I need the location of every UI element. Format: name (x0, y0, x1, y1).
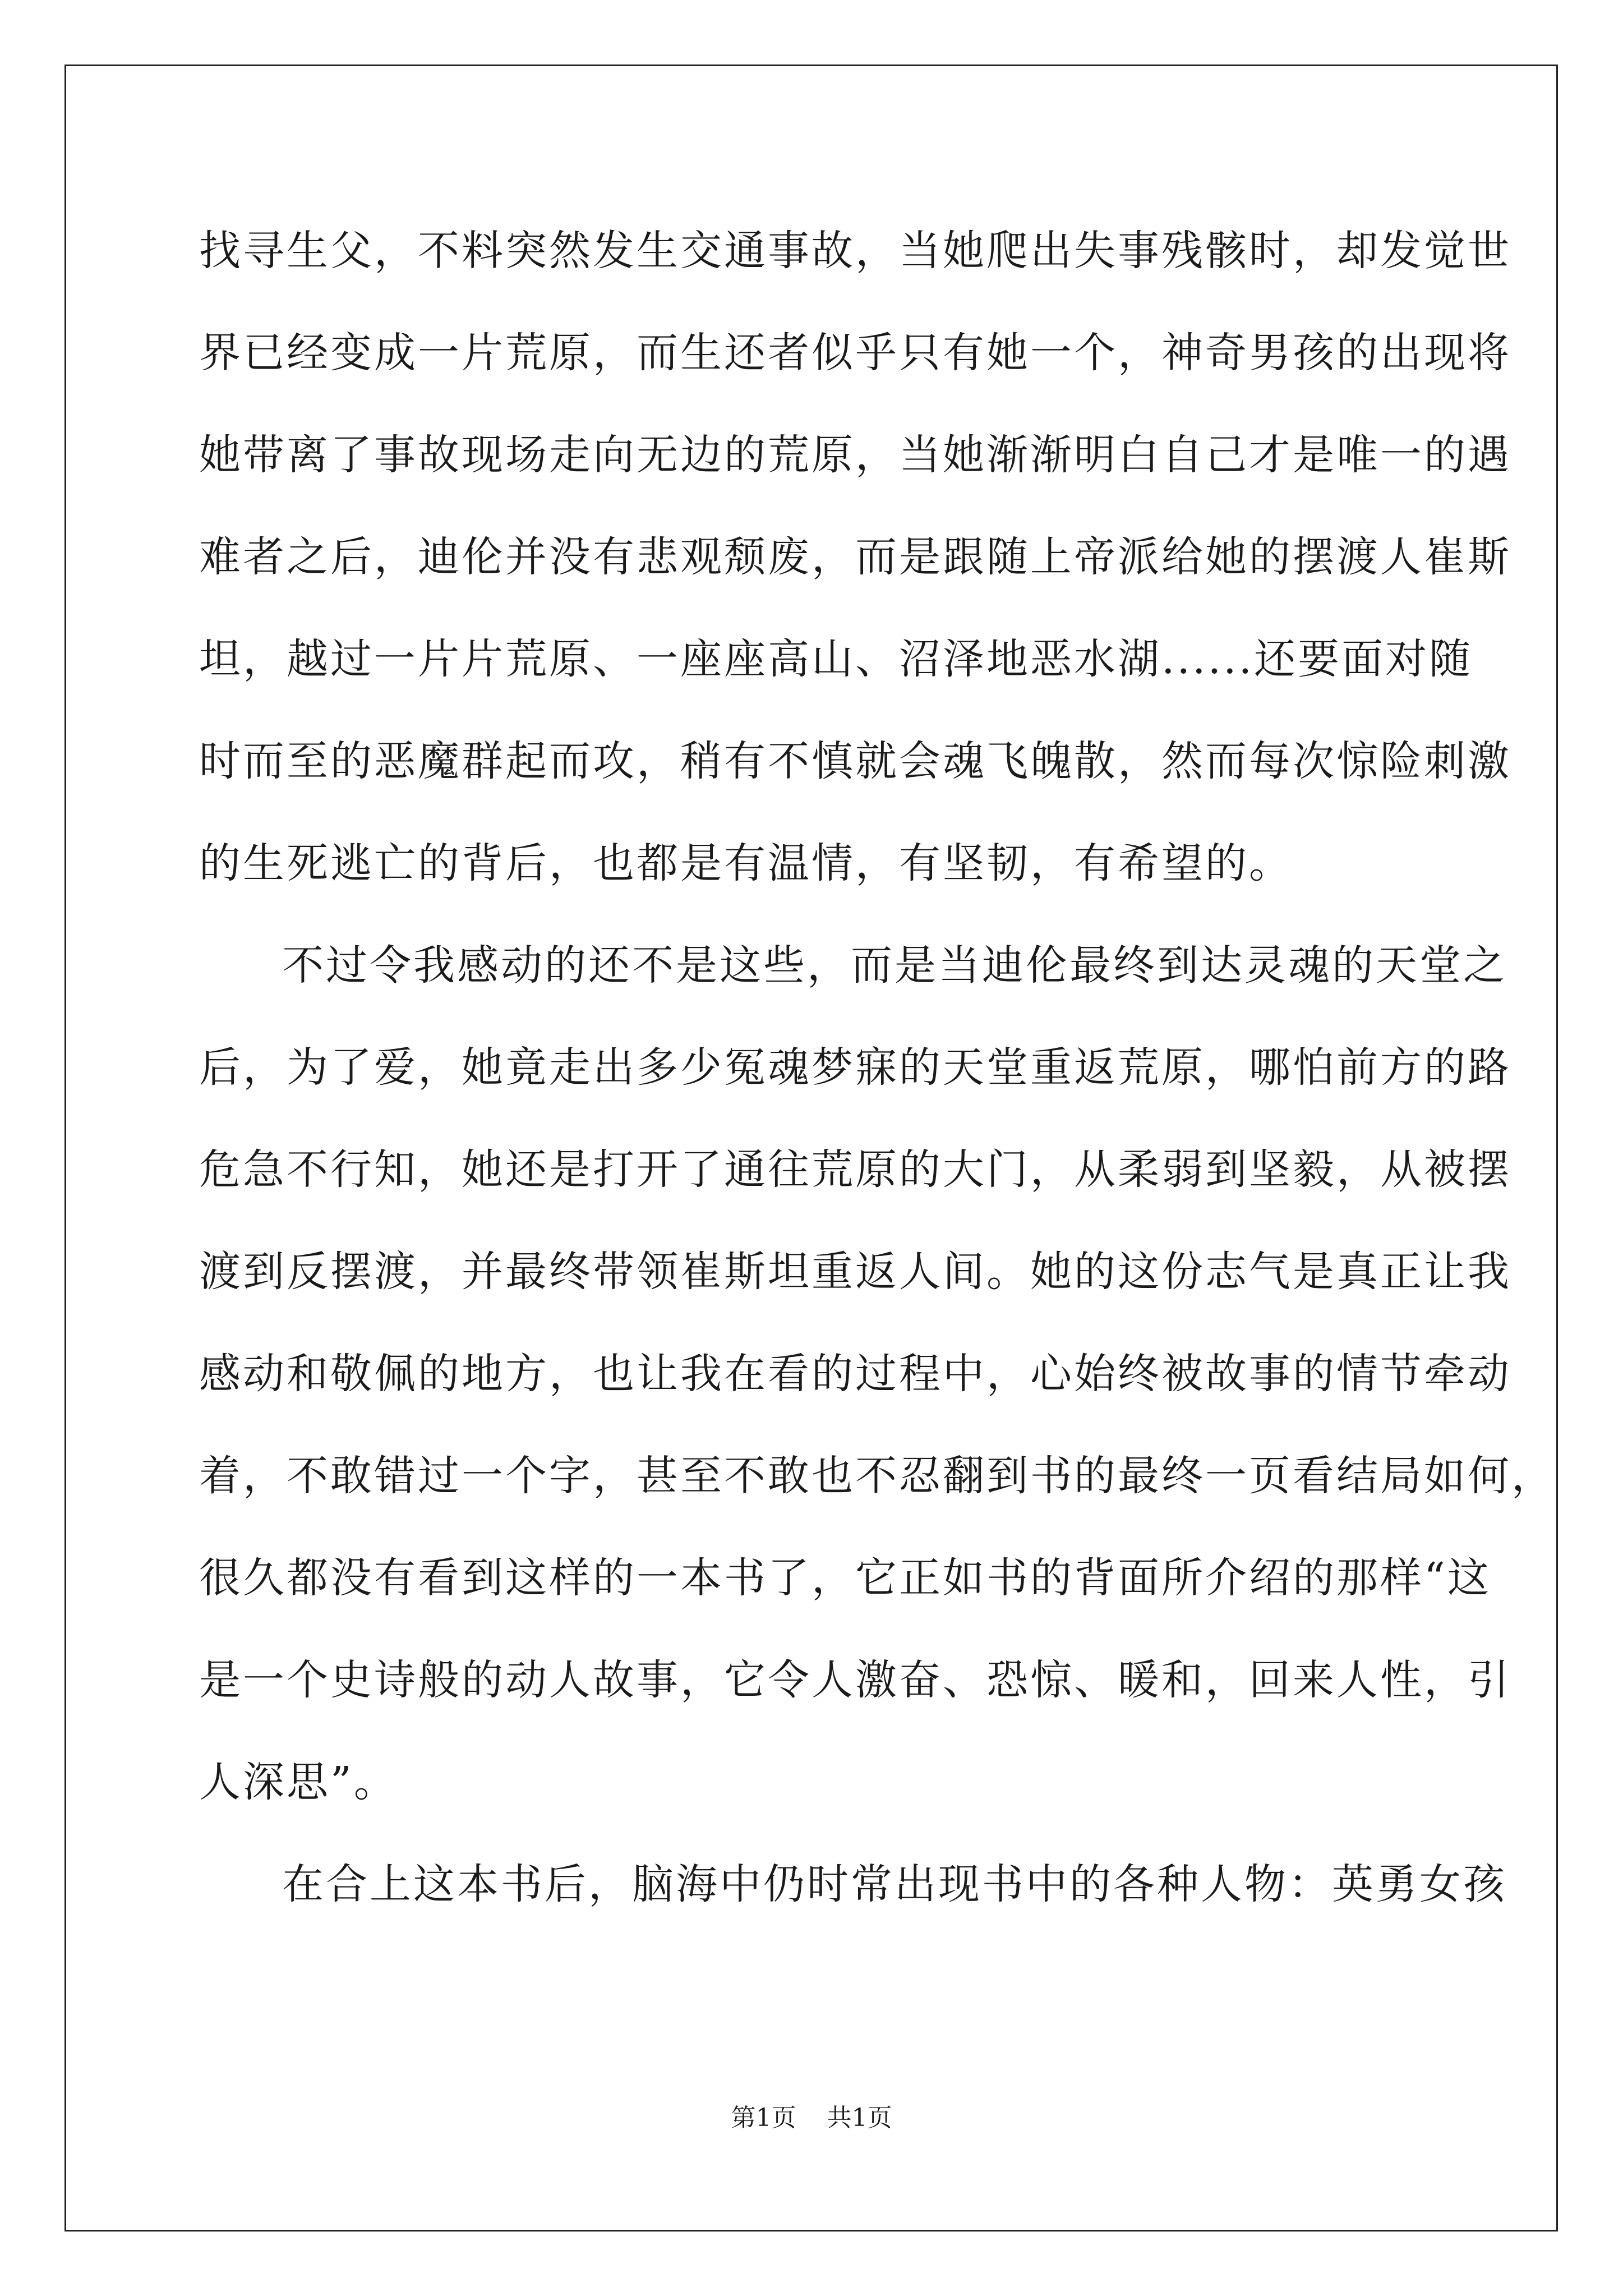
text-line: 后，为了爱，她竟走出多少冤魂梦寐的天堂重返荒原，哪怕前方的路 (199, 1043, 1511, 1092)
text-line: 着，不敢错过一个字，甚至不敢也不忍翻到书的最终一页看结局如何， (199, 1452, 1555, 1500)
text-line: 是一个史诗般的动人故事，它令人激奋、恐惊、暖和，回来人性，引 (199, 1656, 1511, 1704)
text-line: 界已经变成一片荒原，而生还者似乎只有她一个，神奇男孩的出现将 (199, 329, 1511, 377)
text-line: 难者之后，迪伦并没有悲观颓废，而是跟随上帝派给她的摆渡人崔斯 (199, 533, 1511, 581)
text-line: 找寻生父，不料突然发生交通事故，当她爬出失事残骸时，却发觉世 (199, 227, 1511, 275)
text-line: 她带离了事故现场走向无边的荒原，当她渐渐明白自己才是唯一的遇 (199, 431, 1511, 479)
page-number: 第1页 (731, 2104, 796, 2132)
text-line: 时而至的恶魔群起而攻，稍有不慎就会魂飞魄散，然而每次惊险刺激 (199, 737, 1511, 785)
paragraph-start-line: 在合上这本书后，脑海中仍时常出现书中的各种人物：英勇女孩 (282, 1860, 1507, 1908)
body-text (199, 220, 1555, 1955)
text-line: 的生死逃亡的背后，也都是有温情，有坚韧，有希望的。 (199, 839, 1293, 887)
page-total: 共1页 (827, 2104, 892, 2132)
text-line: 很久都没有看到这样的一本书了，它正如书的背面所介绍的那样“这 (199, 1554, 1491, 1602)
text-line: 渡到反摆渡，并最终带领崔斯坦重返人间。她的这份志气是真正让我 (199, 1248, 1511, 1296)
paragraph-start-line: 不过令我感动的还不是这些，而是当迪伦最终到达灵魂的天堂之 (282, 941, 1507, 990)
text-line: 人深思”。 (199, 1758, 398, 1806)
text-line: 坦，越过一片片荒原、一座座高山、沼泽地恶水湖......还要面对随 (199, 635, 1473, 683)
page-footer (0, 2101, 1623, 2135)
text-line: 感动和敬佩的地方，也让我在看的过程中，心始终被故事的情节牵动 (199, 1350, 1511, 1398)
text-line: 危急不行知，她还是打开了通往荒原的大门，从柔弱到坚毅，从被摆 (199, 1145, 1511, 1194)
